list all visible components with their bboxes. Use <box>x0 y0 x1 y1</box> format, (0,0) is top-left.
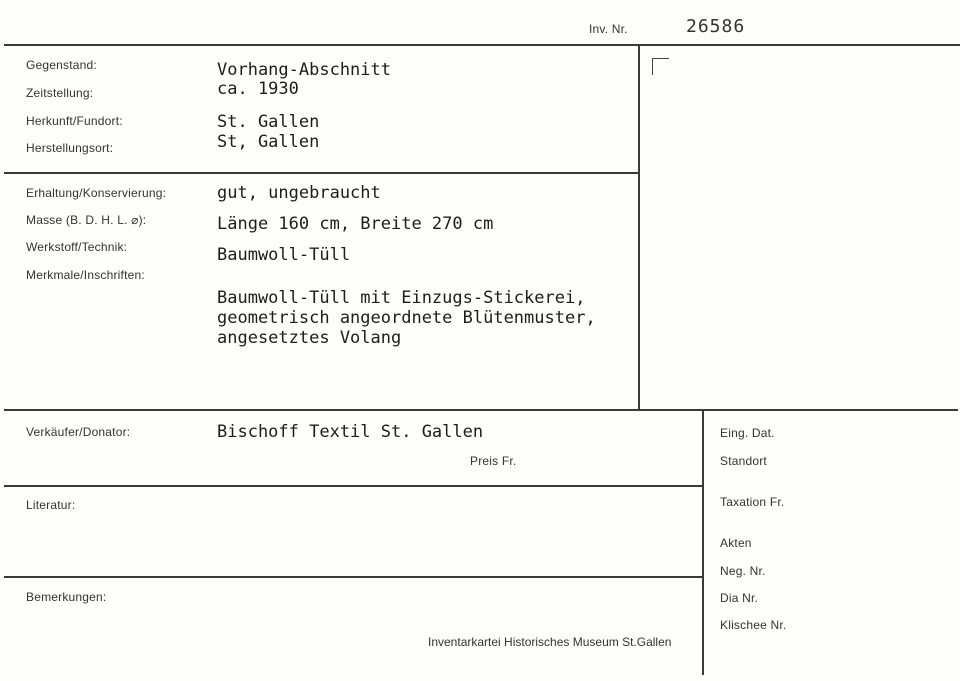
value-zeitstellung: ca. 1930 <box>217 79 299 99</box>
label-gegenstand: Gegenstand: <box>26 58 97 72</box>
section-rule-1 <box>4 172 639 174</box>
value-werkstoff: Baumwoll-Tüll <box>217 245 351 265</box>
section-rule-3 <box>4 485 703 487</box>
label-dia-nr: Dia Nr. <box>720 591 759 605</box>
label-eing-dat: Eing. Dat. <box>720 426 775 440</box>
label-zeitstellung: Zeitstellung: <box>26 86 94 100</box>
value-gegenstand: Vorhang-Abschnitt <box>217 60 391 80</box>
merkmale-line-2: geometrisch angeordnete Blütenmuster, <box>217 308 596 328</box>
top-rule <box>4 44 960 46</box>
label-erhaltung: Erhaltung/Konservierung: <box>26 186 167 200</box>
label-akten: Akten <box>720 536 752 550</box>
inv-nr-value: 26586 <box>686 16 746 37</box>
label-standort: Standort <box>720 454 767 468</box>
merkmale-line-3: angesetztes Volang <box>217 328 402 348</box>
label-klischee-nr: Klischee Nr. <box>720 618 787 632</box>
label-literatur: Literatur: <box>26 498 76 512</box>
label-masse: Masse (B. D. H. L. ⌀): <box>26 213 147 227</box>
section-rule-4 <box>4 576 703 578</box>
footer-text: Inventarkartei Historisches Museum St.Gallen <box>428 635 672 649</box>
value-herkunft: St. Gallen <box>217 112 320 132</box>
inv-nr-label: Inv. Nr. <box>589 22 628 36</box>
value-herstellungsort: St, Gallen <box>217 132 320 152</box>
value-erhaltung: gut, ungebraucht <box>217 183 381 203</box>
corner-mark <box>652 58 669 75</box>
label-herkunft: Herkunft/Fundort: <box>26 114 123 128</box>
divider-lower <box>702 409 704 675</box>
label-taxation: Taxation Fr. <box>720 495 785 509</box>
label-neg-nr: Neg. Nr. <box>720 564 766 578</box>
merkmale-line-1: Baumwoll-Tüll mit Einzugs-Stickerei, <box>217 288 586 308</box>
label-verkaeufer: Verkäufer/Donator: <box>26 425 131 439</box>
value-masse: Länge 160 cm, Breite 270 cm <box>217 214 494 234</box>
label-werkstoff: Werkstoff/Technik: <box>26 240 128 254</box>
label-merkmale: Merkmale/Inschriften: <box>26 268 145 282</box>
section-rule-2 <box>4 409 958 411</box>
value-verkaeufer: Bischoff Textil St. Gallen <box>217 422 484 442</box>
divider-upper <box>638 44 640 411</box>
label-bemerkungen: Bemerkungen: <box>26 590 107 604</box>
label-herstellungsort: Herstellungsort: <box>26 141 114 155</box>
label-preis: Preis Fr. <box>470 454 517 468</box>
